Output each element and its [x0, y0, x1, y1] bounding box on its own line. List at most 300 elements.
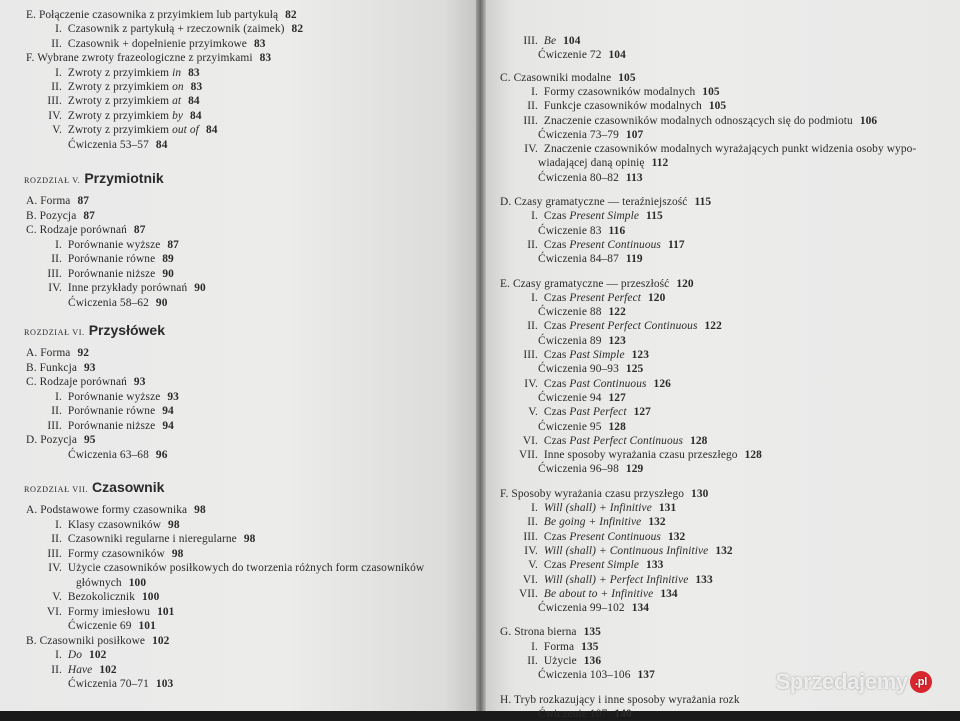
toc-page-number: 103 — [155, 678, 174, 690]
toc-page-number: 126 — [653, 377, 671, 390]
toc-page-number: 128 — [608, 420, 626, 433]
toc-page-number: 98 — [243, 533, 256, 545]
toc-entry — [34, 80, 202, 94]
toc-entry-text: Czas — [543, 406, 570, 419]
toc-roman: II. — [527, 238, 538, 251]
toc-entry-italic: at — [172, 95, 182, 108]
toc-entry — [500, 515, 666, 529]
toc-entry-text: Ćwiczenia 63–68 — [68, 448, 149, 461]
toc-roman: II. — [51, 663, 62, 676]
toc-entry — [538, 462, 643, 476]
toc-entry — [500, 544, 733, 558]
toc-entry-text: Zwroty z przyimkiem — [67, 66, 173, 79]
toc-page-number: 129 — [625, 463, 644, 476]
toc-roman: V. — [52, 591, 62, 603]
toc-entry-text: Ćwiczenia 103–106 — [538, 669, 631, 682]
toc-entry-text: D. Czasy gramatyczne — teraźniejszość — [500, 196, 688, 208]
toc-entry-text: Ćwiczenie 88 — [538, 306, 602, 319]
toc-page-number: 92 — [77, 347, 90, 359]
toc-entry-italic: Will (shall) + Infinitive — [543, 502, 652, 514]
toc-entry — [500, 640, 599, 654]
toc-entry — [68, 138, 168, 152]
toc-entry — [34, 123, 218, 137]
toc-entry-text: C. Rodzaje porównań — [26, 376, 127, 388]
toc-page-number: 117 — [667, 238, 685, 251]
toc-entry-text: Czasownik z partykułą + rzeczownik (zaimek) — [67, 23, 285, 36]
toc-entry-italic: Present Simple — [569, 210, 640, 223]
toc-entry-text: D. Pozycja — [26, 434, 77, 446]
toc-entry-text: E. Połączenie czasownika z przyimkiem lub partykułą — [26, 9, 279, 21]
toc-entry — [68, 448, 168, 462]
toc-entry — [26, 634, 169, 648]
toc-entry-text: Czas — [543, 530, 570, 543]
toc-entry-text: Zwroty z przyimkiem — [67, 109, 173, 122]
toc-entry — [500, 487, 708, 501]
toc-entry — [34, 419, 174, 433]
toc-roman: III. — [47, 547, 62, 560]
toc-entry-text: Czas — [543, 291, 570, 304]
toc-entry-text: A. Forma — [26, 347, 71, 359]
toc-page-number: 125 — [625, 363, 644, 376]
toc-entry — [34, 238, 179, 252]
toc-entry — [26, 503, 206, 517]
toc-page-number: 90 — [155, 296, 168, 309]
toc-roman: V. — [528, 406, 538, 419]
watermark: Sprzedajemy .pl — [776, 669, 932, 695]
toc-entry — [34, 561, 424, 575]
toc-roman: I. — [531, 502, 538, 514]
toc-page-number: 82 — [291, 23, 304, 36]
toc-entry — [34, 605, 174, 619]
toc-page-number: 137 — [637, 669, 655, 682]
toc-page-number: 131 — [658, 502, 677, 514]
chapter-heading — [24, 479, 164, 497]
toc-entry — [500, 85, 720, 99]
toc-entry-text: Znaczenie czasowników modalnych wyrażających punkt widzenia osoby wypo- — [543, 143, 917, 156]
toc-page-number: 105 — [702, 85, 720, 98]
toc-entry — [34, 94, 200, 108]
toc-entry — [26, 8, 297, 22]
toc-entry-italic: Present Continuous — [569, 238, 661, 251]
toc-page-number: 136 — [583, 655, 602, 667]
toc-entry-text: głównych — [76, 576, 122, 589]
toc-entry — [76, 576, 146, 590]
toc-page-number: 113 — [625, 171, 643, 184]
toc-entry-italic: Past Simple — [569, 349, 625, 361]
toc-entry — [26, 51, 271, 65]
toc-entry — [34, 404, 174, 418]
toc-roman: VI. — [46, 605, 62, 618]
toc-entry-text: Klasy czasowników — [67, 518, 162, 531]
toc-page-number: 87 — [83, 209, 95, 222]
toc-entry-text: Formy imiesłowu — [67, 605, 151, 618]
toc-roman: IV. — [48, 282, 62, 294]
toc-entry — [34, 66, 200, 80]
toc-entry — [538, 420, 626, 434]
toc-roman: I. — [531, 210, 538, 223]
toc-entry-text: G. Strona bierna — [500, 626, 577, 639]
toc-entry — [500, 277, 694, 291]
toc-entry — [500, 693, 740, 707]
toc-page-number: 123 — [608, 334, 626, 347]
toc-entry — [500, 625, 601, 639]
toc-entry — [34, 532, 255, 546]
toc-entry — [26, 194, 89, 208]
toc-page-number: 132 — [648, 516, 666, 529]
toc-page-number: 100 — [142, 591, 160, 603]
toc-entry-text: H. Tryb rozkazujący i inne sposoby wyrażania rozk — [500, 693, 740, 706]
toc-page-number: 133 — [695, 573, 713, 586]
chapter-label: ROZDZIAŁ V. — [24, 176, 81, 185]
toc-page-number: 116 — [608, 224, 626, 237]
toc-roman: II. — [527, 655, 538, 667]
toc-page-number: 90 — [162, 267, 174, 280]
toc-roman: III. — [523, 530, 538, 543]
toc-entry — [34, 22, 303, 36]
toc-entry — [34, 518, 180, 532]
toc-roman: IV. — [524, 143, 538, 156]
toc-page-number: 123 — [631, 349, 649, 361]
toc-page-number: 106 — [859, 114, 878, 127]
toc-page-number: 104 — [608, 49, 626, 62]
toc-entry — [34, 281, 206, 295]
toc-entry — [500, 319, 722, 333]
toc-entry-text: Użycie — [543, 655, 577, 667]
toc-entry — [538, 668, 655, 682]
toc-entry-text: Ćwiczenie 107 — [538, 707, 608, 720]
toc-roman: IV. — [48, 562, 62, 574]
toc-roman: III. — [523, 349, 538, 361]
toc-entry-italic: Will (shall) + Continuous Infinitive — [543, 544, 709, 557]
toc-page-number: 133 — [646, 559, 664, 572]
toc-page-number: 115 — [694, 196, 712, 208]
chapter-label: ROZDZIAŁ VI. — [24, 328, 85, 337]
toc-entry-text: Czasownik + dopełnienie przyimkowe — [67, 37, 247, 50]
left-page — [0, 0, 478, 711]
toc-page-number: 95 — [83, 434, 96, 446]
toc-entry-text: B. Pozycja — [26, 209, 77, 222]
toc-entry — [34, 648, 106, 662]
toc-page-number: 89 — [162, 253, 174, 265]
toc-entry-text: C. Rodzaje porównań — [26, 224, 127, 236]
toc-roman: V. — [528, 559, 538, 572]
toc-page-number: 93 — [84, 361, 96, 374]
toc-entry — [26, 209, 95, 223]
toc-entry — [26, 433, 96, 447]
toc-entry-italic: Present Perfect — [569, 291, 642, 304]
toc-roman: III. — [47, 95, 62, 108]
toc-roman: IV. — [524, 377, 538, 390]
toc-page-number: 128 — [690, 434, 708, 447]
toc-page-number: 135 — [583, 626, 601, 639]
chapter-heading — [24, 170, 164, 188]
toc-entry — [538, 601, 649, 615]
toc-entry — [500, 209, 663, 223]
toc-entry-text: Ćwiczenia 89 — [538, 334, 602, 347]
toc-roman: VI. — [522, 434, 538, 447]
toc-page-number: 107 — [625, 128, 644, 141]
toc-page-number: 132 — [715, 544, 733, 557]
toc-entry-italic: Past Perfect Continuous — [569, 434, 684, 447]
toc-entry-text: Ćwiczenie 95 — [538, 420, 602, 433]
toc-entry-text: Bezokolicznik — [67, 591, 135, 603]
toc-page-number: 101 — [138, 620, 156, 632]
toc-entry-italic: Present Perfect Continuous — [569, 320, 698, 333]
toc-entry-italic: in — [172, 66, 182, 79]
toc-entry — [538, 362, 643, 376]
chapter-label: ROZDZIAŁ VII. — [24, 485, 89, 494]
toc-entry-text: Ćwiczenie 69 — [68, 620, 132, 632]
toc-roman: I. — [55, 649, 62, 661]
toc-entry-text: Formy czasowników — [67, 547, 165, 560]
toc-roman: IV. — [524, 544, 538, 557]
toc-page-number: 105 — [708, 100, 727, 113]
chapter-heading — [24, 322, 165, 340]
toc-entry — [538, 305, 626, 319]
toc-roman: IV. — [48, 109, 62, 122]
toc-page-number: 102 — [152, 634, 170, 647]
toc-entry — [500, 142, 916, 156]
toc-entry-text: Ćwiczenie 94 — [538, 391, 602, 404]
toc-entry-text: Ćwiczenia 73–79 — [538, 128, 619, 141]
toc-entry — [68, 296, 168, 310]
toc-page-number: 94 — [162, 405, 174, 417]
toc-page-number: 119 — [625, 253, 643, 266]
toc-entry-text: Ćwiczenia 58–62 — [68, 296, 149, 309]
toc-page-number: 130 — [691, 487, 709, 500]
toc-roman: II. — [527, 100, 538, 113]
toc-roman: V. — [52, 124, 62, 137]
toc-roman: I. — [55, 390, 62, 403]
toc-roman: II. — [51, 81, 62, 93]
toc-page-number: 93 — [167, 390, 179, 403]
toc-entry-text: Porównanie niższe — [67, 419, 156, 432]
toc-entry-text: Porównanie wyższe — [67, 238, 161, 251]
toc-entry-text: Forma — [543, 640, 575, 653]
toc-roman: II. — [527, 516, 538, 529]
toc-entry — [500, 195, 711, 209]
chapter-title: Przysłówek — [88, 322, 165, 338]
toc-entry-italic: on — [172, 81, 184, 93]
toc-entry-text: Czas — [543, 210, 570, 223]
toc-entry-text: A. Forma — [26, 195, 71, 207]
toc-entry — [500, 558, 663, 572]
toc-roman: II. — [51, 533, 62, 545]
toc-entry-text: Zwroty z przyimkiem — [67, 124, 173, 137]
toc-entry — [500, 238, 685, 252]
toc-page-number: 120 — [648, 291, 666, 304]
toc-entry — [34, 663, 117, 677]
toc-entry — [26, 361, 96, 375]
toc-entry-text: B. Funkcja — [26, 361, 77, 374]
toc-entry-italic: Be — [543, 35, 557, 47]
toc-entry-text: Ćwiczenia 96–98 — [538, 463, 619, 476]
toc-entry — [538, 48, 626, 62]
toc-entry — [34, 37, 266, 51]
toc-entry-text: Czas — [543, 349, 570, 361]
toc-entry-italic: by — [172, 109, 184, 122]
toc-entry-text: Ćwiczenia 84–87 — [538, 253, 619, 266]
toc-page-number: 83 — [259, 52, 272, 65]
toc-roman: II. — [51, 253, 62, 265]
toc-page-number: 127 — [633, 406, 651, 419]
toc-roman: I. — [55, 518, 62, 531]
toc-page-number: 94 — [162, 419, 174, 432]
toc-entry — [26, 223, 146, 237]
toc-entry-text: A. Podstawowe formy czasownika — [26, 504, 188, 516]
toc-entry — [68, 677, 173, 691]
toc-entry-italic: Be about to + Infinitive — [543, 587, 654, 600]
toc-entry-text: Inne przykłady porównań — [67, 282, 188, 294]
toc-page-number: 98 — [171, 547, 184, 560]
toc-page-number: 102 — [99, 663, 117, 676]
toc-roman: I. — [531, 85, 538, 98]
toc-page-number: 83 — [188, 66, 200, 79]
toc-page-number: 98 — [168, 518, 180, 531]
toc-entry — [500, 501, 676, 515]
toc-entry — [34, 267, 174, 281]
toc-entry — [34, 109, 202, 123]
toc-entry-text: E. Czasy gramatyczne — przeszłość — [500, 277, 670, 290]
toc-page-number: 90 — [194, 282, 206, 294]
toc-entry-text: Porównanie równe — [67, 253, 156, 265]
toc-entry — [538, 391, 626, 405]
toc-roman: III. — [47, 267, 62, 280]
toc-entry — [500, 587, 678, 601]
toc-roman: III. — [523, 114, 538, 127]
toc-entry-text: C. Czasowniki modalne — [500, 71, 612, 84]
toc-entry-text: Porównanie niższe — [67, 267, 156, 280]
toc-entry-text: Ćwiczenia 99–102 — [538, 602, 625, 615]
toc-entry-text: Czas — [543, 559, 570, 572]
toc-entry-italic: Past Continuous — [569, 377, 647, 390]
toc-entry — [26, 375, 146, 389]
toc-entry — [500, 405, 651, 419]
toc-entry-text: Czas — [543, 377, 570, 390]
toc-entry — [26, 346, 89, 360]
toc-page-number: 134 — [660, 587, 678, 600]
toc-entry-text: Ćwiczenia 80–82 — [538, 171, 619, 184]
watermark-badge: .pl — [910, 671, 932, 693]
toc-page-number: 102 — [89, 649, 107, 661]
toc-roman: VII. — [518, 449, 538, 462]
toc-entry-text: F. Wybrane zwroty frazeologiczne z przyimkami — [26, 52, 253, 65]
toc-page-number: 135 — [581, 640, 599, 653]
toc-page-number: 105 — [618, 71, 636, 84]
toc-page-number: 84 — [188, 95, 200, 108]
toc-entry — [500, 99, 726, 113]
toc-page-number: 84 — [190, 109, 202, 122]
toc-entry-italic: Present Continuous — [569, 530, 661, 543]
toc-entry — [500, 348, 649, 362]
toc-entry — [500, 573, 713, 587]
toc-entry — [538, 224, 625, 238]
toc-page-number: 87 — [167, 238, 179, 251]
toc-roman: I. — [531, 291, 538, 304]
toc-entry — [538, 252, 643, 266]
toc-roman: III. — [523, 35, 538, 47]
toc-entry-text: Inne sposoby wyrażania czasu przeszłego — [543, 449, 738, 462]
toc-page-number: 96 — [155, 448, 168, 461]
toc-entry-italic: Will (shall) + Perfect Infinitive — [543, 573, 689, 586]
toc-entry — [500, 71, 636, 85]
toc-entry — [500, 530, 685, 544]
toc-page-number: 115 — [646, 210, 663, 223]
toc-entry-text: Ćwiczenie 83 — [538, 224, 602, 237]
toc-entry-italic: Have — [67, 663, 93, 676]
toc-entry — [538, 128, 643, 142]
toc-page-number: 122 — [704, 320, 722, 333]
toc-entry — [500, 377, 671, 391]
toc-entry — [538, 171, 643, 185]
toc-entry-text: Ćwiczenie 72 — [538, 49, 602, 62]
toc-page-number: 127 — [608, 391, 626, 404]
toc-entry-text: F. Sposoby wyrażania czasu przyszłego — [500, 487, 685, 500]
toc-entry-italic: Do — [67, 649, 83, 661]
toc-entry-text: Czas — [543, 320, 570, 333]
toc-page-number: 83 — [253, 37, 266, 50]
toc-entry-italic: Past Perfect — [569, 406, 627, 419]
toc-entry — [538, 334, 626, 348]
toc-entry-text: Ćwiczenia 70–71 — [68, 678, 149, 690]
toc-entry — [68, 619, 156, 633]
toc-entry — [34, 590, 159, 604]
toc-roman: I. — [55, 66, 62, 79]
toc-entry-text: Funkcje czasowników modalnych — [543, 100, 702, 113]
toc-roman: II. — [527, 320, 538, 333]
toc-entry-text: Zwroty z przyimkiem — [67, 95, 173, 108]
toc-entry — [500, 654, 601, 668]
toc-entry — [34, 390, 179, 404]
toc-page-number: 101 — [157, 605, 175, 618]
toc-page-number: 100 — [128, 576, 147, 589]
toc-page-number: 112 — [651, 157, 669, 170]
toc-page-number: 84 — [205, 124, 218, 137]
toc-roman: I. — [55, 238, 62, 251]
toc-page-number: 93 — [133, 376, 146, 388]
toc-page-number: 104 — [563, 35, 581, 47]
toc-entry — [34, 547, 183, 561]
book-gutter — [476, 0, 486, 711]
toc-page-number: 134 — [631, 602, 650, 615]
toc-page-number: 83 — [190, 81, 203, 93]
toc-page-number: 122 — [608, 306, 626, 319]
toc-entry-text: Ćwiczenia 90–93 — [538, 363, 619, 376]
toc-roman: I. — [55, 23, 62, 36]
toc-roman: VII. — [518, 587, 538, 600]
toc-entry-text: Czasowniki regularne i nieregularne — [67, 533, 237, 545]
toc-entry — [34, 252, 174, 266]
toc-page-number: 128 — [744, 449, 762, 462]
toc-entry-text: wiadającej daną opinię — [538, 157, 645, 170]
toc-entry-text: Znaczenie czasowników modalnych odnoszących się do podmiotu — [543, 114, 853, 127]
toc-entry — [538, 707, 632, 721]
toc-entry — [500, 434, 707, 448]
toc-entry — [500, 114, 877, 128]
toc-entry-text: Ćwiczenia 53–57 — [68, 138, 149, 151]
toc-entry-italic: Present Simple — [569, 559, 640, 572]
toc-entry — [500, 448, 762, 462]
toc-page-number: 87 — [77, 195, 90, 207]
right-page — [486, 0, 960, 720]
toc-page-number: 132 — [667, 530, 686, 543]
toc-entry — [500, 291, 665, 305]
toc-entry-text: Zwroty z przyimkiem — [67, 81, 173, 93]
toc-entry-text: Czas — [543, 434, 570, 447]
toc-entry-italic: out of — [172, 124, 199, 137]
toc-entry-text: Porównanie równe — [67, 405, 156, 417]
toc-entry-text: Czas — [543, 238, 570, 251]
